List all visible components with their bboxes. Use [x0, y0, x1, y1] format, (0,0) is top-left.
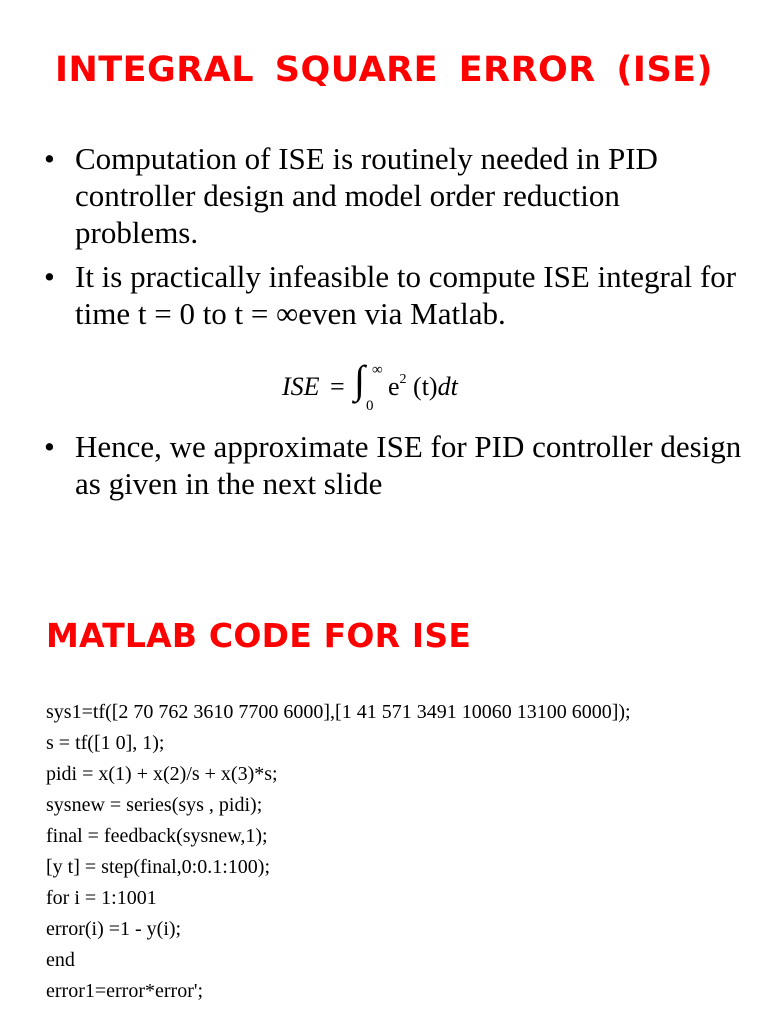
formula-equals: =	[330, 372, 345, 401]
bullet-item	[44, 258, 744, 332]
ise-formula	[282, 357, 502, 418]
formula-upper-limit: ∞	[372, 362, 383, 378]
bullet-icon: •	[44, 429, 55, 464]
code-line: sysnew = series(sys , pidi);	[46, 794, 263, 816]
bullet-text: Computation of ISE is routinely needed in PID controller design and model order reduction problems.	[75, 141, 658, 250]
bullet-icon: •	[44, 259, 55, 294]
formula-differential: dt	[437, 372, 458, 401]
bullet-text: It is practically infeasible to compute ISE integral for time t = 0 to t = ∞even via Matlab.	[75, 259, 737, 331]
bullet-icon: •	[44, 141, 55, 176]
formula-lower-limit: 0	[366, 398, 374, 414]
bullet-list-bottom	[44, 428, 744, 502]
code-line: end	[46, 949, 75, 971]
formula-integrand-base: e	[388, 372, 400, 401]
code-line: s = tf([1 0], 1);	[46, 732, 165, 754]
code-line: for i = 1:1001	[46, 887, 157, 909]
code-line: sys1=tf([2 70 762 3610 7700 6000],[1 41 571 3491 10060 13100 6000]);	[46, 701, 631, 723]
code-line: final = feedback(sysnew,1);	[46, 825, 268, 847]
bullet-item	[44, 428, 744, 502]
code-line: [y t] = step(final,0:0.1:100);	[46, 856, 271, 878]
bullet-text: Hence, we approximate ISE for PID controller design as given in the next slide	[75, 429, 742, 501]
integral-icon: ∫	[354, 357, 365, 402]
bullet-list-top	[44, 140, 744, 332]
formula-integrand-power: 2	[399, 372, 407, 387]
matlab-code-block	[46, 700, 736, 1007]
code-line: error1=error*error';	[46, 980, 204, 1002]
code-line: pidi = x(1) + x(2)/s + x(3)*s;	[46, 763, 278, 785]
formula-integrand-arg: (t)	[413, 372, 438, 401]
section-title: MATLAB CODE FOR ISE	[46, 616, 472, 655]
bullet-item	[44, 140, 744, 251]
formula-lhs: ISE	[282, 372, 320, 401]
page-title: INTEGRAL SQUARE ERROR (ISE)	[54, 50, 714, 90]
code-line: error(i) =1 - y(i);	[46, 918, 182, 940]
formula-integrand	[388, 372, 458, 402]
